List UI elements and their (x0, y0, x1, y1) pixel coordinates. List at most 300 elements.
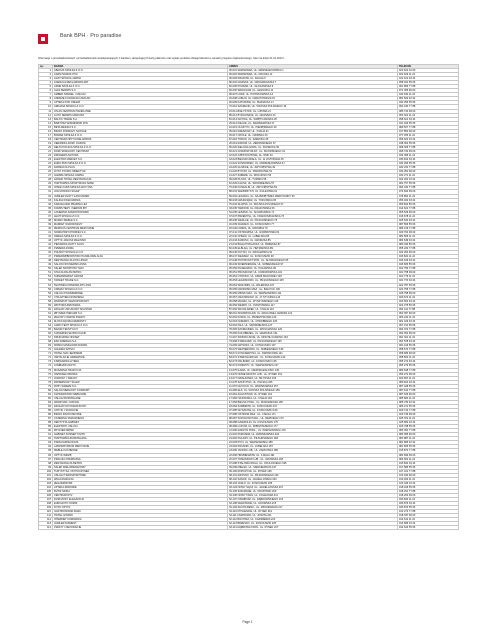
cell-lp: 16 (39, 129, 53, 133)
cell-address: 78-066 KOŁOBRZEG, UL. GIERCZAK 131 (228, 332, 398, 336)
cell-address: 62-062 KONIN, UL. PRZEMYSŁOWA 123 (228, 315, 398, 319)
cell-lp: 24 (39, 162, 53, 166)
cell-phone: 018 443 55 66 (398, 485, 459, 489)
cell-phone: 024 262 33 44 (398, 178, 459, 182)
cell-address: 30-003 KRAKÓW, UL. DŁUGA 5 (228, 77, 398, 81)
cell-lp: 11 (39, 109, 53, 113)
cell-address: 37-098 STALOWA WOLA, UL. OKULICKIEGO 195 (228, 461, 398, 465)
cell-phone: 062 757 55 66 (398, 182, 459, 186)
cell-lp: 23 (39, 158, 53, 162)
cell-name: OGRODY I TARASY (53, 376, 228, 380)
cell-phone: 032 231 77 88 (398, 166, 459, 170)
cell-name: TARGET TRADE S.C. (53, 279, 228, 283)
cell-phone: 063 242 11 22 (398, 315, 459, 319)
cell-name: LAKIERNIA SAMOCHODOWA (53, 210, 228, 214)
cell-lp: 41 (39, 230, 53, 234)
cell-name: BIURO RACHUNKOWE (53, 413, 228, 417)
cell-address: 00-001 WARSZAWA, UL. MARSZAŁKOWSKA 1 (228, 69, 398, 73)
cell-lp: 6 (39, 89, 53, 93)
cell-phone: 048 362 55 66 (398, 141, 459, 145)
cell-lp: 80 (39, 388, 53, 392)
cell-name: SKLEP WIELOBRANŻOWY (53, 465, 228, 469)
cell-name: WIKTORIA BIŻUTERIA (53, 303, 228, 307)
cell-address: 07-085 WYSZKÓW, UL. KOŚCIUSZKI 169 (228, 408, 398, 412)
cell-address: 99-046 KUTNO, UL. KRÓLEWSKA 91 (228, 251, 398, 255)
cell-phone: 014 621 77 88 (398, 206, 459, 210)
cell-phone: 055 232 77 88 (398, 247, 459, 251)
cell-lp: 40 (39, 226, 53, 230)
cell-lp: 7 (39, 93, 53, 97)
cell-lp: 97 (39, 457, 53, 461)
cell-address: 09-028 PŁOCK, UL. TUMSKA 55 (228, 178, 398, 182)
cell-name: AGAT SPÓŁKA JAWNA (53, 77, 228, 81)
cell-name: FRYZJER MĘSKI (53, 429, 228, 433)
cell-lp: 114 (39, 526, 53, 530)
cell-name: ZEGARMISTRZ (53, 481, 228, 485)
cell-name: APTEKA ZDROWIE (53, 485, 228, 489)
cell-phone: 058 672 77 88 (398, 348, 459, 352)
cell-name: BALTIC TRADE S.A. (53, 117, 228, 121)
cell-phone: 034 365 11 22 (398, 154, 459, 158)
cell-name: DRUKARNIA OFFSET (53, 336, 228, 340)
cell-phone: 022 755 77 88 (398, 287, 459, 291)
cell-address: 84-070 WEJHEROWO, UL. SOBIESKIEGO 139 (228, 348, 398, 352)
cell-lp: 101 (39, 473, 53, 477)
cell-lp: 20 (39, 145, 53, 149)
cell-name: AGRO TECH SPÓŁKA Z O.O. (53, 324, 228, 328)
cell-address: 50-006 WROCŁAW, UL. LEGNICKA 11 (228, 89, 398, 93)
cell-phone: 015 872 77 88 (398, 449, 459, 453)
cell-phone: 089 648 77 88 (398, 368, 459, 372)
cell-name: ALFA SERWIS S.C. (53, 89, 228, 93)
cell-address: 41-026 BYTOM, UL. DWORCOWA 51 (228, 170, 398, 174)
cell-phone: 094 354 99 00 (398, 332, 459, 336)
cell-lp: 30 (39, 186, 53, 190)
cell-name: LOMBARD ZŁOTO (53, 364, 228, 368)
cell-phone: 017 221 77 88 (398, 469, 459, 473)
cell-lp: 29 (39, 182, 53, 186)
cell-name: OPTYK JANUSZ ZIELIŃSKI (53, 239, 228, 243)
cell-lp: 74 (39, 364, 53, 368)
cell-name: RYBY ŚWIEŻE S.C. (53, 384, 228, 388)
cell-lp: 37 (39, 214, 53, 218)
cell-address: 87-018 TORUŃ, UL. SZEROKA 35 (228, 137, 398, 141)
cell-phone: 025 632 33 44 (398, 218, 459, 222)
cell-address: 62-063 GNIEZNO, UL. CHROBREGO 125 (228, 319, 398, 323)
cell-phone: 091 321 11 22 (398, 336, 459, 340)
cell-phone: 033 874 55 66 (398, 506, 459, 510)
cell-lp: 81 (39, 392, 53, 396)
cell-address: 40-009 KATOWICE, UL. MARIACKA 17 (228, 101, 398, 105)
cell-address: 42-022 CZĘSTOCHOWA, AL. NMP 43 (228, 154, 398, 158)
cell-phone: 014 686 33 44 (398, 522, 459, 526)
cell-lp: 50 (39, 267, 53, 271)
cell-name: KOMPUTERY I SERWIS BIT (53, 206, 228, 210)
page-footer: Page 1 (242, 620, 253, 624)
cell-address: 62-029 KALISZ, UL. ŚRÓDMIEJSKA 57 (228, 182, 398, 186)
cell-name: EUROAUTO KOMIS (53, 502, 228, 506)
cell-lp: 36 (39, 210, 53, 214)
cell-lp: 52 (39, 275, 53, 279)
cell-lp: 77 (39, 376, 53, 380)
cell-phone: 071 355 99 00 (398, 89, 459, 93)
cell-name: ANTYKI I STAROCIE (53, 408, 228, 412)
cell-name: KALINA KWIACIARNIA (53, 198, 228, 202)
cell-phone: 024 254 99 00 (398, 251, 459, 255)
cell-address: 05-054 WOŁOMIN, UL. WILEŃSKA 107 (228, 283, 398, 287)
header-cell-lp: Lp. (39, 65, 53, 69)
cell-name: POLMOT SPÓŁKA Z O.O. (53, 251, 228, 255)
cell-phone: 022 622 10 00 (398, 69, 459, 73)
cell-phone: 084 664 11 22 (398, 457, 459, 461)
cell-lp: 78 (39, 380, 53, 384)
cell-phone: 084 696 99 00 (398, 453, 459, 457)
cell-name: AGENCJA REKLAMOWA ART (53, 81, 228, 85)
cell-lp: 94 (39, 445, 53, 449)
cell-lp: 106 (39, 493, 53, 497)
cell-lp: 59 (39, 303, 53, 307)
cell-address: 41-024 SOSNOWIEC, UL. MODRZEJOWSKA 47 (228, 162, 398, 166)
cell-lp: 14 (39, 121, 53, 125)
cell-name: ZAKŁAD FOTOGRAFICZNY (53, 404, 228, 408)
cell-name: MAKRO MEBLE S.C. (53, 218, 228, 222)
cell-phone: 089 624 33 44 (398, 380, 459, 384)
cell-lp: 108 (39, 502, 53, 506)
cell-lp: 17 (39, 133, 53, 137)
cell-name: GASTRONOMIA SMAK (53, 510, 228, 514)
cell-lp: 67 (39, 336, 53, 340)
cell-address: 05-051 PRUSZKÓW, UL. KOMOROWSKA 101 (228, 271, 398, 275)
cell-phone: 083 352 77 88 (398, 429, 459, 433)
cell-phone: 015 842 33 44 (398, 461, 459, 465)
cell-name: KSIĘGARNIA LITERA (53, 360, 228, 364)
table-body (39, 69, 459, 530)
cell-name: SALON FRYZJERSKI ANNA (53, 263, 228, 267)
cell-phone: 095 720 99 00 (398, 149, 459, 153)
cell-phone: 087 428 55 66 (398, 384, 459, 388)
cell-address: 59-032 LEGNICA, UL. NAJŚWIĘTSZEJ MARII PANNY 63 (228, 194, 398, 198)
cell-name: TECHNIKA DOMOWA RTV AGD (53, 283, 228, 287)
table-row (39, 526, 459, 530)
cell-address: 75-030 KOSZALIN, UL. ZWYCIĘSTWA 59 (228, 186, 398, 190)
cell-address: 13-077 DZIAŁDOWO, UL. MŁYŃSKA 153 (228, 376, 398, 380)
cell-address: 87-060 WŁOCŁAWEK, UL. 3 MAJA 119 (228, 307, 398, 311)
cell-name: WULKANIZACJA (53, 477, 228, 481)
cell-phone: 091 416 55 66 (398, 344, 459, 348)
cell-phone: 087 610 77 88 (398, 388, 459, 392)
cell-address: 23-094 KRAŚNIK, UL. LUBELSKA 187 (228, 445, 398, 449)
cell-phone: 029 745 99 00 (398, 413, 459, 417)
cell-phone: 016 678 11 22 (398, 214, 459, 218)
cell-address: 08-088 GARWOLIN, UL. KOŚCIUSZKI 175 (228, 421, 398, 425)
cell-lp: 111 (39, 514, 53, 518)
cell-lp: 53 (39, 279, 53, 283)
cell-phone: 022 629 11 22 (398, 73, 459, 77)
cell-lp: 75 (39, 368, 53, 372)
cell-name: BUTIK MODA (53, 489, 228, 493)
cell-lp: 96 (39, 453, 53, 457)
cell-name: FOTO STUDIO OBIEKTYW (53, 170, 228, 174)
cell-lp: 99 (39, 465, 53, 469)
cell-lp: 46 (39, 251, 53, 255)
cell-name: CERAMIKA DOM I OGRÓD (53, 141, 228, 145)
cell-phone: 087 643 99 00 (398, 392, 459, 396)
cell-address: 38-103 JASŁO, UL. KOŚCIUSZKI 205 (228, 481, 398, 485)
cell-lp: 66 (39, 332, 53, 336)
cell-lp: 71 (39, 352, 53, 356)
cell-lp: 113 (39, 522, 53, 526)
cell-name: INTERNET KAWIARNIA (53, 518, 228, 522)
cell-lp: 31 (39, 190, 53, 194)
cell-lp: 12 (39, 113, 53, 117)
cell-name: PIEKARNIA ZŁOTY KŁOS (53, 243, 228, 247)
cell-name: HOTEL NAD JEZIOREM (53, 352, 228, 356)
cell-name: SUPERMARKET GROSZ (53, 275, 228, 279)
cell-name: OMEGA SPÓŁKA Z O.O. (53, 234, 228, 238)
cell-name: APTEKA POD ORŁEM (53, 101, 228, 105)
cell-phone: 094 342 77 88 (398, 186, 459, 190)
cell-lp: 72 (39, 356, 53, 360)
cell-phone: 041 344 55 66 (398, 121, 459, 125)
cell-phone: 032 271 11 22 (398, 174, 459, 178)
cell-lp: 65 (39, 328, 53, 332)
cell-address: 15-011 BIAŁYSTOK, UL. LIPOWA 21 (228, 109, 398, 113)
cell-address: 24-093 RYKI, UL. WARSZAWSKA 185 (228, 441, 398, 445)
cell-phone: 083 355 99 00 (398, 433, 459, 437)
header-cell-address: ADRES (228, 65, 398, 69)
cell-lp: 64 (39, 324, 53, 328)
cell-lp: 4 (39, 81, 53, 85)
cell-lp: 86 (39, 413, 53, 417)
cell-lp: 88 (39, 421, 53, 425)
cell-address: 34-106 NOWY TARG, UL. KOLEJOWA 211 (228, 493, 398, 497)
cell-address: 90-007 ŁÓDŹ, UL. PIOTRKOWSKA 13 (228, 93, 398, 97)
cell-phone: 081 825 55 66 (398, 445, 459, 449)
cell-lp: 84 (39, 404, 53, 408)
cell-name: KANCELARIA PRAWNA LEX (53, 202, 228, 206)
cell-phone: 089 527 77 88 (398, 125, 459, 129)
cell-lp: 85 (39, 408, 53, 412)
cell-phone: 025 758 99 00 (398, 291, 459, 295)
cell-name: STACJA PALIW PETRO (53, 271, 228, 275)
cell-name: DENTYSTA GABINET (53, 421, 228, 425)
cell-name: DOM HANDLOWY CENTRUM (53, 149, 228, 153)
cell-phone: 018 201 77 88 (398, 489, 459, 493)
cell-lp: 38 (39, 218, 53, 222)
cell-address: 11-079 GIŻYCKO, UL. WARSZAWSKA 157 (228, 384, 398, 388)
cell-phone: 042 632 11 22 (398, 93, 459, 97)
cell-phone: 043 822 11 22 (398, 255, 459, 259)
cell-address: 12-078 SZCZYTNO, UL. POLSKA 155 (228, 380, 398, 384)
cell-phone: 056 462 33 44 (398, 198, 459, 202)
cell-address: 34-105 ZAKOPANE, UL. KRUPÓWKI 209 (228, 489, 398, 493)
cell-phone: 055 279 55 66 (398, 364, 459, 368)
cell-phone: 085 682 11 22 (398, 396, 459, 400)
cell-lp: 28 (39, 178, 53, 182)
cell-address: 06-058 MŁAWA, UL. WYSZYŃSKIEGO 115 (228, 299, 398, 303)
cell-lp: 49 (39, 263, 53, 267)
cell-phone: 013 446 33 44 (398, 481, 459, 485)
cell-name: SKLEP SPORTOWY MAX (53, 267, 228, 271)
cell-address: 22-097 TOMASZÓW LUB., UL. LWOWSKA 193 (228, 457, 398, 461)
cell-phone: 091 578 33 44 (398, 340, 459, 344)
cell-address: 32-107 OŚWIĘCIM, UL. DĄBROWSKIEGO 213 (228, 498, 398, 502)
cell-phone: 022 758 99 00 (398, 271, 459, 275)
cell-address: 66-021 GORZÓW WLKP., UL. SIKORSKIEGO 41 (228, 149, 398, 153)
cell-phone: 084 639 33 44 (398, 239, 459, 243)
cell-phone: 081 532 33 44 (398, 97, 459, 101)
cell-name: PAPIERNICZY SKLEP (53, 380, 228, 384)
cell-phone: 022 779 11 22 (398, 275, 459, 279)
cell-address: 07-086 OSTRÓW MAZ., UL. 3 MAJA 171 (228, 413, 398, 417)
cell-phone: 025 781 11 22 (398, 417, 459, 421)
cell-lp: 63 (39, 319, 53, 323)
cell-phone: 056 622 33 44 (398, 137, 459, 141)
cell-lp: 76 (39, 372, 53, 376)
cell-name: PRALNIA CHEMICZNA (53, 457, 228, 461)
cell-address: 21-091 PARCZEW, UL. WARSZAWSKA 181 (228, 433, 398, 437)
cell-address: 39-100 ROPCZYCE, UL. RYNEK 199 (228, 469, 398, 473)
cell-name: ADAM NOWAK PHU (53, 73, 228, 77)
cell-name: ZAKŁAD USŁUGOWY MAJSTER (53, 307, 228, 311)
cell-lp: 27 (39, 174, 53, 178)
cell-name: WARZYWA I OWOCE (53, 400, 228, 404)
cell-lp: 44 (39, 243, 53, 247)
cell-lp: 100 (39, 469, 53, 473)
cell-name: SALON MEBLOWY KOMFORT (53, 388, 228, 392)
cell-name: ATLAS CENTRUM HANDLOWE (53, 109, 228, 113)
cell-phone: 074 842 99 00 (398, 190, 459, 194)
cell-address: 26-019 RADOM, UL. ŻEROMSKIEGO 37 (228, 141, 398, 145)
cell-name: HURTOWNIA SPOŻYWCZA SMAK (53, 182, 228, 186)
cell-phone: 033 842 11 22 (398, 498, 459, 502)
cell-lp: 95 (39, 449, 53, 453)
cell-lp: 21 (39, 149, 53, 153)
cell-address: 44-025 GLIWICE, UL. ZWYCIĘSTWA 49 (228, 166, 398, 170)
cell-name: USŁUGI BUDOWLANE (53, 396, 228, 400)
cell-address: 16-081 AUGUSTÓW, UL. RYNEK 161 (228, 392, 398, 396)
cell-name: ZIELONY OGRÓD KWIATY (53, 315, 228, 319)
cell-address: 21-044 BIAŁA PODLASKA, UL. BRZESKA 87 (228, 243, 398, 247)
cell-address: 34-109 SUCHA BESK., UL. MICKIEWICZA 217 (228, 506, 398, 510)
cell-address: 97-048 PIOTRKÓW TRYB., UL. SŁOWACKIEGO 95 (228, 259, 398, 263)
cell-name: BOMAR SPÓŁKA Z O.O. (53, 133, 228, 137)
cell-address: 65-020 ZIELONA GÓRA, UL. KUPIECKA 39 (228, 145, 398, 149)
cell-lp: 8 (39, 97, 53, 101)
cell-name: FOTO OPTYK (53, 506, 228, 510)
cell-address: 74-069 GRYFINO, UL. KOŚCIUSZKI 137 (228, 344, 398, 348)
cell-name: EURO BUD SPÓŁKA Z O.O. (53, 162, 228, 166)
cell-phone: 017 583 55 66 (398, 465, 459, 469)
cell-address: 00-002 WARSZAWA, UL. KRUCZA 12 (228, 73, 398, 77)
cell-lp: 54 (39, 283, 53, 287)
cell-lp: 51 (39, 271, 53, 275)
cell-address: 70-010 SZCZECIN, UL. WOJSKA POLSKIEGO 19 (228, 105, 398, 109)
cell-address: 13-076 NOWE MIASTO LUB., UL. RYNEK 151 (228, 372, 398, 376)
cell-phone: 014 612 11 22 (398, 518, 459, 522)
cell-lp: 93 (39, 441, 53, 445)
cell-phone: 013 432 99 00 (398, 473, 459, 477)
cell-name: KWIATY I DEKORACJE (53, 526, 228, 530)
merchant-table (38, 64, 459, 530)
cell-address: 05-056 MIŃSK MAZ., UL. WARSZAWSKA 111 (228, 291, 398, 295)
cell-phone: 081 865 33 44 (398, 441, 459, 445)
cell-address: 35-016 RZESZÓW, UL. 3 MAJA 31 (228, 129, 398, 133)
cell-lp: 62 (39, 315, 53, 319)
bank-logo-icon (38, 32, 56, 46)
cell-lp: 83 (39, 400, 53, 404)
cell-phone: 055 272 33 44 (398, 360, 459, 364)
cell-address: 34-111 LIMANOWA, UL. JOSZTA 221 (228, 514, 398, 518)
cell-address: 33-114 DĄBROWA TARN., UL. RYNEK 227 (228, 526, 398, 530)
cell-phone: 087 566 55 66 (398, 222, 459, 226)
cell-phone: 058 621 33 44 (398, 117, 459, 121)
cell-lp: 103 (39, 481, 53, 485)
cell-address: 05-052 OTWOCK, UL. ARMII KRAJOWEJ 103 (228, 275, 398, 279)
cell-phone: 017 852 99 00 (398, 129, 459, 133)
cell-lp: 1 (39, 69, 53, 73)
cell-address: 20-008 LUBLIN, UL. NARUTOWICZA 15 (228, 97, 398, 101)
cell-address: 08-089 ŁUKÓW, UL. MIĘDZYRZECKA 177 (228, 425, 398, 429)
cell-address: 81-013 GDYNIA, UL. ŚWIĘTOJAŃSKA 25 (228, 117, 398, 121)
cell-phone: 022 756 77 88 (398, 267, 459, 271)
cell-address: 07-041 OSTROŁĘKA, UL. GORBATOWA 81 (228, 230, 398, 234)
cell-name: JUBILER DIAMENT (53, 522, 228, 526)
cell-phone: 085 742 99 00 (398, 109, 459, 113)
cell-name: ZŁOTA RĄCZKA REMONTY (53, 319, 228, 323)
cell-phone: 013 464 11 22 (398, 477, 459, 481)
cell-address: 38-101 KROSNO, UL. PIŁSUDSKIEGO 201 (228, 473, 398, 477)
cell-lp: 3 (39, 77, 53, 81)
cell-name: MEBLE KUCHENNE (53, 449, 228, 453)
cell-name: INTER CARS SPÓŁKA AKCYJNA (53, 186, 228, 190)
cell-address: 17-083 BIELSK PODL., UL. MICKIEWICZA 165 (228, 400, 398, 404)
cell-phone: 023 672 11 22 (398, 295, 459, 299)
cell-address: 06-057 CIECHANÓW, UL. 17 STYCZNIA 113 (228, 295, 398, 299)
cell-address: 80-004 GDAŃSK, UL. GRUNWALDZKA 7 (228, 81, 398, 85)
cell-phone: 023 697 11 22 (398, 376, 459, 380)
cell-name: CATERING SMACZNEGO (53, 417, 228, 421)
cell-lp: 45 (39, 247, 53, 251)
cell-name: UNIMAX SPÓŁKA Z O.O. (53, 287, 228, 291)
cell-address: 39-099 MIELEC, UL. SIENKIEWICZA 197 (228, 465, 398, 469)
cell-phone: 065 529 99 00 (398, 210, 459, 214)
cell-phone: 054 411 77 88 (398, 307, 459, 311)
cell-address: 22-096 HRUBIESZÓW, UL. 3 MAJA 191 (228, 453, 398, 457)
cell-address: 37-037 PRZEMYŚL, UL. FRANCISZKAŃSKA 73 (228, 214, 398, 218)
cell-lp: 47 (39, 255, 53, 259)
cell-lp: 107 (39, 498, 53, 502)
cell-name: INSTALACJE GRZEWCZE (53, 356, 228, 360)
cell-phone: 052 322 11 22 (398, 113, 459, 117)
cell-name: FIRMA HANDLOWA ROMAN (53, 344, 228, 348)
cell-address: 83-071 KOŚCIERZYNA, UL. DWORCOWA 141 (228, 352, 398, 356)
cell-name: FARMACJA PLUS (53, 166, 228, 170)
cell-lp: 33 (39, 198, 53, 202)
cell-phone: 032 253 55 66 (398, 101, 459, 105)
cell-address: 08-038 SIEDLCE, UL. PIŁSUDSKIEGO 75 (228, 218, 398, 222)
cell-lp: 32 (39, 194, 53, 198)
cell-phone: 056 472 99 00 (398, 372, 459, 376)
cell-phone: 029 764 99 00 (398, 230, 459, 234)
cell-name: AUTO SERWIS MARIUSZ (53, 113, 228, 117)
cell-address: 32-112 BOCHNIA, UL. KAZIMIERZA 223 (228, 518, 398, 522)
cell-lp: 79 (39, 384, 53, 388)
cell-address: 17-082 HAJNÓWKA, UL. 3 MAJA 163 (228, 396, 398, 400)
cell-lp: 110 (39, 510, 53, 514)
cell-name: MARKET OGRODNICZY (53, 222, 228, 226)
cell-lp: 9 (39, 101, 53, 105)
